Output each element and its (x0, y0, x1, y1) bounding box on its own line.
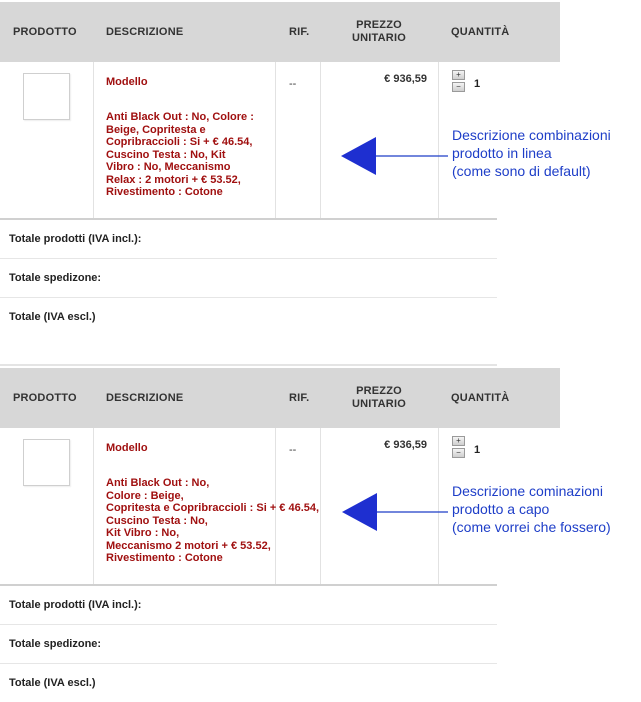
column-divider (438, 428, 439, 584)
column-divider (320, 428, 321, 584)
header-prodotto: PRODOTTO (13, 392, 77, 404)
unit-price: € 936,59 (384, 439, 427, 451)
qty-increase-button[interactable]: + (452, 436, 465, 446)
total-shipping-label: Totale spedizone: (9, 638, 102, 650)
total-products-label: Totale prodotti (IVA incl.): (9, 233, 142, 245)
total-products-row (0, 220, 497, 259)
header-prezzo-unitario: PREZZO UNITARIO (352, 19, 406, 44)
column-divider (438, 62, 439, 218)
product-name[interactable]: Modello (106, 76, 148, 88)
product-thumbnail[interactable] (23, 439, 70, 486)
total-excl-vat-label: Totale (IVA escl.) (9, 677, 96, 689)
total-excl-vat-label: Totale (IVA escl.) (9, 311, 96, 323)
qty-decrease-button[interactable]: − (452, 448, 465, 458)
total-shipping-label: Totale spedizone: (9, 272, 102, 284)
header-prodotto: PRODOTTO (13, 26, 77, 38)
product-name[interactable]: Modello (106, 442, 148, 454)
quantity-stepper (452, 70, 465, 94)
table-header (0, 2, 560, 62)
product-combinations-wrapped: Anti Black Out : No, Colore : Beige, Copritesta e Copribraccioli : Si + € 46.54, Cuscino Testa : No, Kit Vibro : No, Meccanismo 2 motori + € 53.52, Rivestimento : Cotone (106, 477, 320, 564)
product-rif: -- (289, 78, 297, 90)
column-divider (93, 62, 94, 218)
cart-table-default (0, 0, 510, 340)
total-products-row (0, 586, 497, 625)
product-combinations-inline: Anti Black Out : No, Colore : Beige, Copritesta e Copribraccioli : Si + € 46.54, Cuscino Testa : No, Kit Vibro : No, Meccanismo Relax : 2 motori + € 53.52, Rivestimento : Cotone (106, 111, 254, 198)
quantity-stepper (452, 436, 465, 460)
header-descrizione: DESCRIZIONE (106, 26, 184, 38)
product-rif: -- (289, 444, 297, 456)
column-divider (320, 62, 321, 218)
header-rif: RIF. (289, 392, 310, 404)
total-shipping-row (0, 259, 497, 298)
total-shipping-row (0, 625, 497, 664)
qty-increase-button[interactable]: + (452, 70, 465, 80)
header-quantita: QUANTITÀ (451, 26, 510, 38)
header-descrizione: DESCRIZIONE (106, 392, 184, 404)
callout-text-inline: Descrizione combinazioni prodotto in linea (come sono di default) (452, 127, 611, 179)
quantity-value: 1 (474, 78, 481, 90)
qty-decrease-button[interactable]: − (452, 82, 465, 92)
total-excl-vat-row (0, 298, 497, 336)
header-prezzo-unitario: PREZZO UNITARIO (352, 385, 406, 410)
product-thumbnail[interactable] (23, 73, 70, 120)
quantity-value: 1 (474, 444, 481, 456)
cart-table-wrapped (0, 366, 510, 689)
total-products-label: Totale prodotti (IVA incl.): (9, 599, 142, 611)
callout-text-wrapped: Descrizione cominazioni prodotto a capo (come vorrei che fossero) (452, 483, 611, 535)
table-header (0, 368, 560, 428)
header-rif: RIF. (289, 26, 310, 38)
total-excl-vat-row (0, 664, 497, 702)
column-divider (275, 62, 276, 218)
unit-price: € 936,59 (384, 73, 427, 85)
column-divider (93, 428, 94, 584)
header-quantita: QUANTITÀ (451, 392, 510, 404)
